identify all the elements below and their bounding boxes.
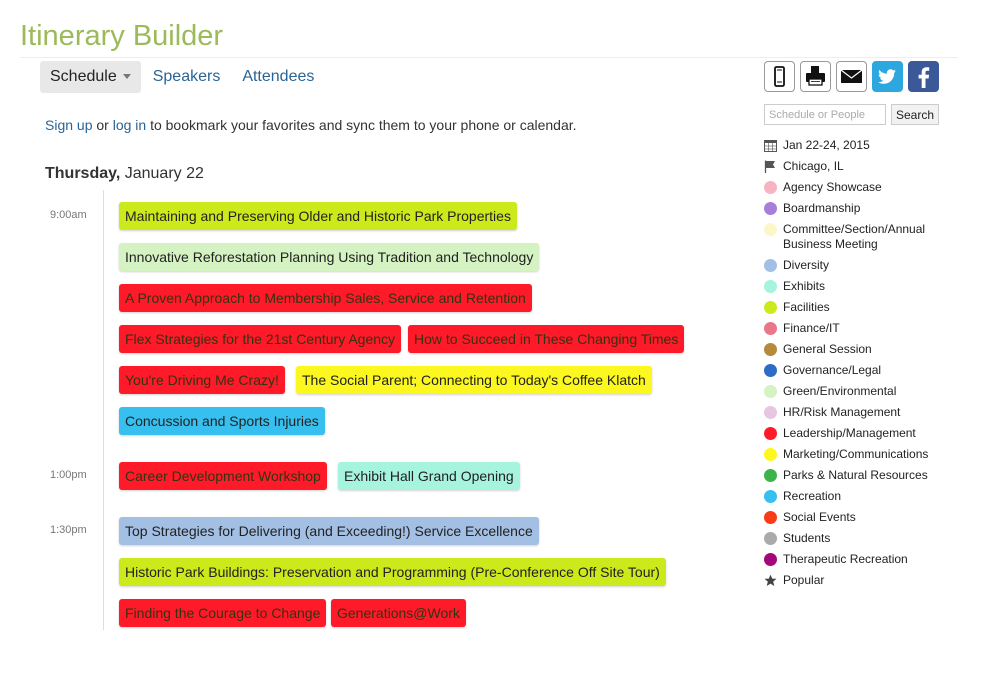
event-dates-text: Jan 22-24, 2015 <box>783 138 870 152</box>
legend-label: Recreation <box>783 489 842 503</box>
login-link[interactable]: log in <box>112 117 147 133</box>
tab-attendees[interactable]: Attendees <box>242 68 315 85</box>
tab-speakers[interactable]: Speakers <box>152 68 221 85</box>
event-item[interactable]: Generations@Work <box>331 599 466 627</box>
legend-label: Governance/Legal <box>783 363 882 377</box>
flag-icon <box>764 160 777 173</box>
legend-color-dot <box>764 511 777 524</box>
legend-color-dot <box>764 469 777 482</box>
legend-color-dot <box>764 259 777 272</box>
event-item[interactable]: Concussion and Sports Injuries <box>119 407 325 435</box>
legend-color-dot <box>764 553 777 566</box>
event-item[interactable]: Finding the Courage to Change <box>119 599 326 627</box>
legend-color-dot <box>764 280 777 293</box>
tab-schedule-label: Schedule <box>50 68 117 85</box>
title-divider <box>20 57 958 58</box>
legend-label: HR/Risk Management <box>783 405 901 419</box>
time-label: 1:00pm <box>50 469 87 481</box>
legend-label: General Session <box>783 342 872 356</box>
event-item[interactable]: Top Strategies for Delivering (and Exceeding!) Service Excellence <box>119 517 539 545</box>
day-heading <box>45 165 204 183</box>
event-item[interactable]: Maintaining and Preserving Older and Historic Park Properties <box>119 202 517 230</box>
signup-or: or <box>92 117 113 133</box>
legend-color-dot <box>764 427 777 440</box>
phone-icon[interactable] <box>764 61 795 92</box>
legend-label: Therapeutic Recreation <box>783 552 908 566</box>
event-location-text: Chicago, IL <box>783 159 844 173</box>
app-title: Itinerary Builder <box>20 20 224 52</box>
event-item[interactable]: Exhibit Hall Grand Opening <box>338 462 520 490</box>
signup-link[interactable]: Sign up <box>45 117 93 133</box>
legend-label: Finance/IT <box>783 321 840 335</box>
legend-color-dot <box>764 343 777 356</box>
facebook-icon[interactable] <box>908 61 939 92</box>
day-weekday: Thursday, <box>45 165 121 182</box>
legend-label: Exhibits <box>783 279 826 293</box>
calendar-icon <box>764 139 777 152</box>
tab-schedule[interactable] <box>40 61 141 93</box>
legend-label: Social Events <box>783 510 856 524</box>
legend-color-dot <box>764 202 777 215</box>
timeline-rule <box>103 190 104 630</box>
email-icon[interactable] <box>836 61 867 92</box>
legend-label: Facilities <box>783 300 830 314</box>
event-item[interactable]: Career Development Workshop <box>119 462 327 490</box>
legend-label: Parks & Natural Resources <box>783 468 928 482</box>
legend-color-dot <box>764 322 777 335</box>
signup-rest: to bookmark your favorites and sync them to your phone or calendar. <box>146 117 577 133</box>
legend-label: Committee/Section/Annual Business Meeting <box>783 222 926 251</box>
caret-down-icon <box>123 74 131 79</box>
event-item[interactable]: A Proven Approach to Membership Sales, Service and Retention <box>119 284 532 312</box>
time-label: 1:30pm <box>50 524 87 536</box>
star-icon <box>764 574 777 587</box>
legend-label: Leadership/Management <box>783 426 916 440</box>
event-item[interactable]: Flex Strategies for the 21st Century Agency <box>119 325 401 353</box>
legend-label: Green/Environmental <box>783 384 897 398</box>
search-input[interactable] <box>764 104 886 125</box>
legend-color-dot <box>764 385 777 398</box>
legend-color-dot <box>764 301 777 314</box>
legend-color-dot <box>764 181 777 194</box>
print-icon[interactable] <box>800 61 831 92</box>
legend-label: Popular <box>783 573 825 587</box>
legend-color-dot <box>764 490 777 503</box>
legend-label: Students <box>783 531 831 545</box>
legend-color-dot <box>764 406 777 419</box>
legend-label: Boardmanship <box>783 201 861 215</box>
legend-color-dot <box>764 223 777 236</box>
signup-message <box>45 117 577 133</box>
legend-color-dot <box>764 532 777 545</box>
event-item[interactable]: Innovative Reforestation Planning Using Tradition and Technology <box>119 243 539 271</box>
legend-label: Marketing/Communications <box>783 447 929 461</box>
legend-label: Agency Showcase <box>783 180 882 194</box>
time-label: 9:00am <box>50 209 87 221</box>
twitter-icon[interactable] <box>872 61 903 92</box>
event-item[interactable]: Historic Park Buildings: Preservation and Programming (Pre-Conference Off Site Tour) <box>119 558 666 586</box>
legend-label: Diversity <box>783 258 830 272</box>
event-item[interactable]: The Social Parent; Connecting to Today's Coffee Klatch <box>296 366 652 394</box>
day-date: January 22 <box>120 165 204 182</box>
legend-color-dot <box>764 364 777 377</box>
search-button[interactable]: Search <box>891 104 939 125</box>
event-item[interactable]: How to Succeed in These Changing Times <box>408 325 684 353</box>
main-nav <box>40 61 326 93</box>
event-item[interactable]: You're Driving Me Crazy! <box>119 366 285 394</box>
legend-color-dot <box>764 448 777 461</box>
